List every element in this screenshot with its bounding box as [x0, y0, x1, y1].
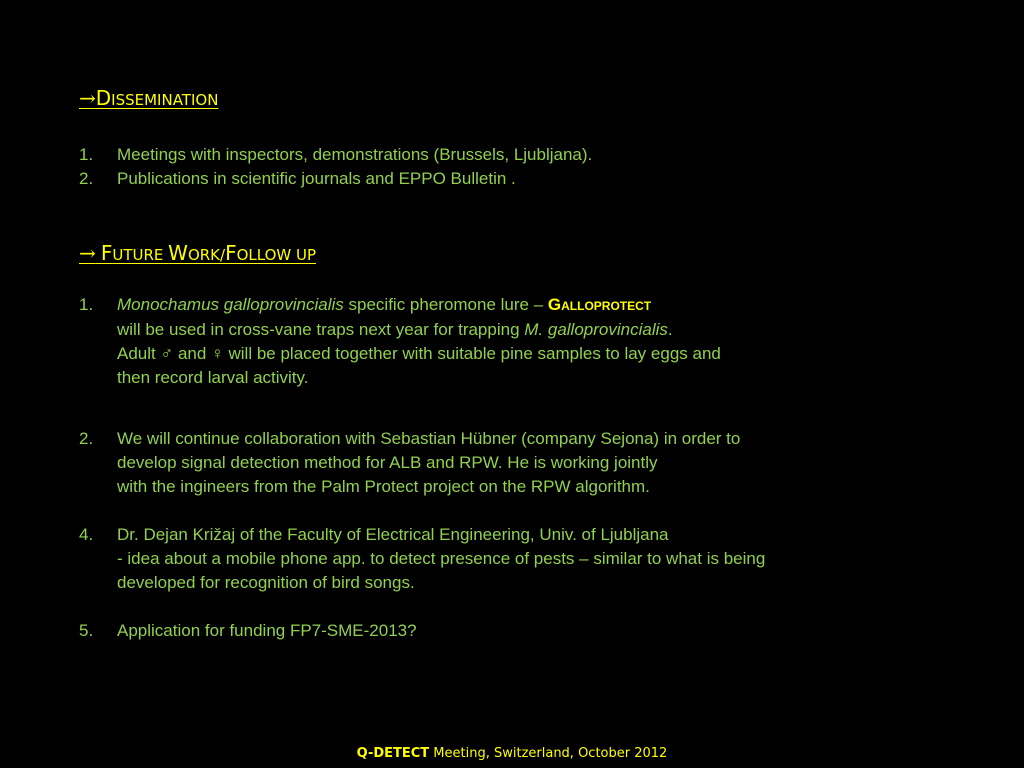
- right-arrow-icon: →: [79, 241, 96, 265]
- list-item-funding: Application for funding FP7-SME-2013?: [117, 621, 417, 640]
- species-abbrev: M. galloprovincialis: [524, 320, 668, 339]
- item-continuation: with the ingineers from the Palm Protect project on the RPW algorithm.: [117, 477, 650, 496]
- list-number: 5.: [79, 621, 94, 640]
- heading-cap: F: [225, 241, 237, 265]
- heading-cap: F: [100, 241, 113, 265]
- heading-rest: OLLOW UP: [236, 246, 317, 264]
- species-name: Monochamus galloprovincialis: [117, 295, 344, 314]
- item-text: .: [667, 320, 673, 339]
- heading-rest: UTURE: [112, 246, 169, 264]
- list-number: 1.: [79, 295, 94, 314]
- item-continuation: - idea about a mobile phone app. to detect presence of pests – similar to what is being: [117, 549, 766, 568]
- item-continuation: developed for recognition of bird songs.: [117, 573, 415, 592]
- item-continuation: develop signal detection method for ALB and RPW. He is working jointly: [117, 453, 658, 472]
- list-item-meetings: Meetings with inspectors, demonstrations (Brussels, Ljubljana).: [117, 145, 593, 164]
- section-heading-dissemination: [79, 88, 218, 108]
- list-item-collaboration: We will continue collaboration with Sebastian Hübner (company Sejona) in order to: [117, 429, 741, 448]
- list-number: 1.: [79, 145, 94, 164]
- item-text: specific pheromone lure –: [343, 295, 548, 314]
- section-heading-future-work: [79, 243, 316, 263]
- heading-cap: D: [95, 86, 112, 110]
- item-continuation: [117, 320, 673, 340]
- list-item-mobile-app: Dr. Dejan Križaj of the Faculty of Electrical Engineering, Univ. of Ljubljana: [117, 525, 669, 544]
- heading-rest: ORK/: [187, 246, 226, 264]
- heading-rest: ISSEMINATION: [111, 91, 219, 109]
- item-continuation: then record larval activity.: [117, 368, 309, 387]
- list-number: 2.: [79, 169, 94, 188]
- list-item-publications: Publications in scientific journals and EPPO Bulletin .: [117, 169, 516, 188]
- slide-footer: [0, 746, 1024, 761]
- footer-text: Meeting, Switzerland, October 2012: [429, 746, 668, 761]
- list-number: 4.: [79, 525, 94, 544]
- list-item-pheromone: [117, 295, 651, 315]
- list-number: 2.: [79, 429, 94, 448]
- product-name: Galloprotect: [547, 295, 652, 314]
- item-text: will be used in cross-vane traps next year for trapping: [117, 320, 525, 339]
- right-arrow-icon: →: [79, 86, 96, 110]
- footer-project: Q-DETECT: [356, 746, 430, 761]
- heading-cap: W: [168, 241, 188, 265]
- item-continuation: Adult ♂ and ♀ will be placed together with suitable pine samples to lay eggs and: [117, 344, 721, 363]
